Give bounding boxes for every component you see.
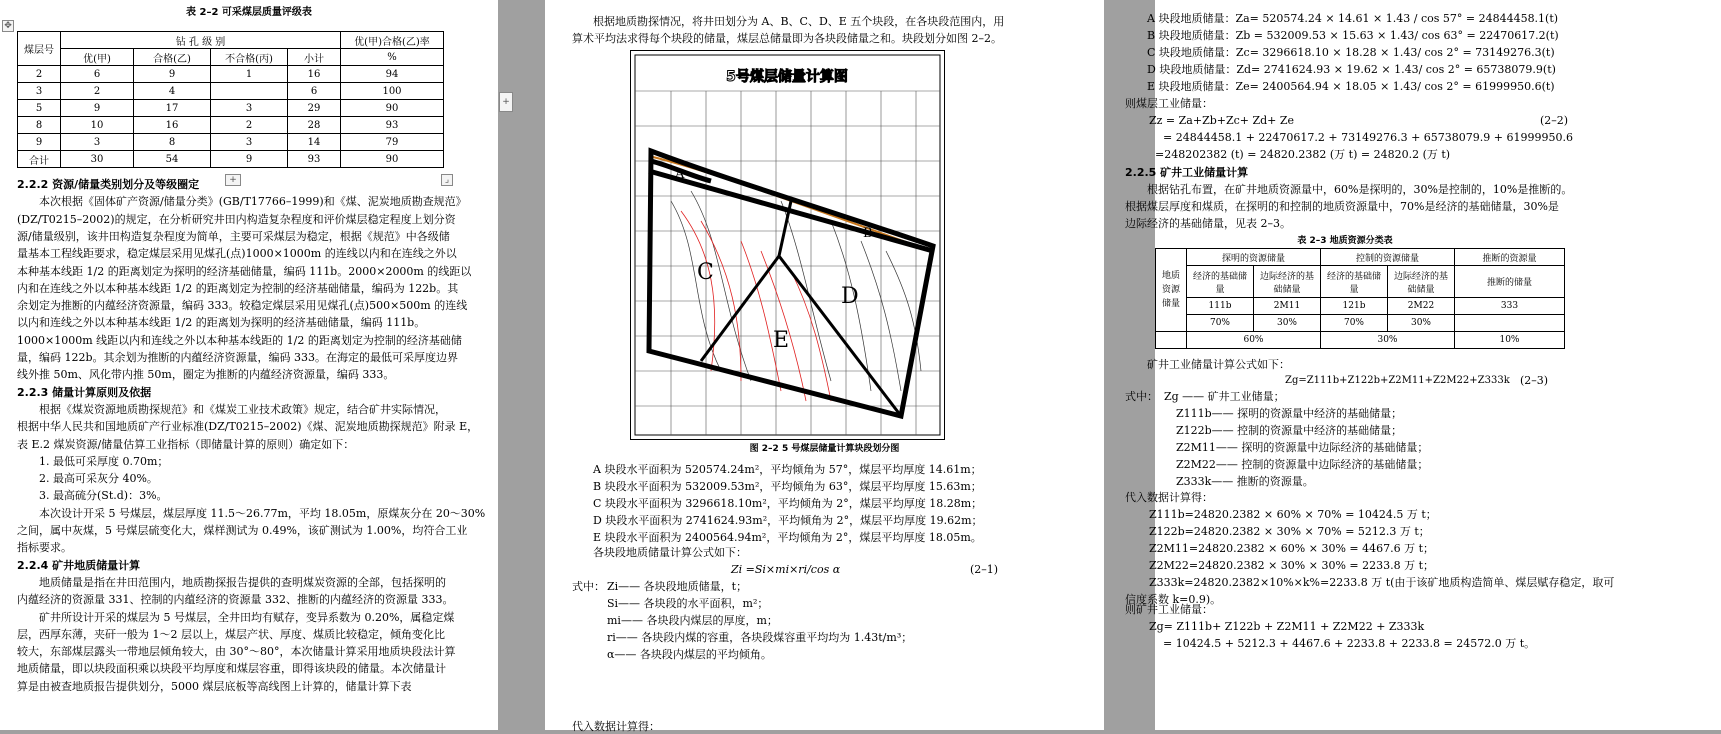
calc-line: Z333k=24820.2382×10%×k%=2233.8 万 t(由于该矿地质构造简单、煤层赋存稳定，取可 — [1149, 576, 1615, 589]
table-cell: 70% — [1321, 315, 1388, 332]
text-line: 量基本工程线距要求，稳定煤层采用见煤孔(点)1000×1000m 的连线以内和在连线之外以 — [17, 247, 457, 261]
table-row-header: 地质资源储量 — [1156, 249, 1187, 332]
total-calc: = 24844458.1 + 22470617.2 + 73149276.3 + 65738079.9 + 61999950.6 — [1163, 131, 1573, 144]
table-cell: 93 — [288, 151, 341, 168]
table-row — [18, 83, 444, 100]
where-label: 式中： — [1125, 390, 1158, 403]
text-line: (DZ/T0215–2002)的规定，在分析研究井田内构造复杂程度和评价煤层稳定程度上划分资 — [17, 212, 456, 226]
table-caption: 表 2–2 可采煤层质量评级表 — [186, 7, 312, 18]
block-label-b: B — [863, 226, 873, 241]
formula: Zg=Z111b+Z122b+Z2M11+Z2M22+Z333k — [1285, 375, 1510, 386]
text-line: 算是由被查地质报告提供划分，5000 煤层底板等高线图上计算的，储量计算下表 — [17, 679, 412, 693]
intro-line: 根据地质勘探情况，将井田划分为 A、B、C、D、E 五个块段，在各块段范围内，用 — [593, 15, 1005, 28]
table-cell: 28 — [288, 117, 341, 134]
figure-caption: 图 2–2 5 号煤层储量计算块段划分图 — [749, 444, 900, 454]
text-line: 较大，东部煤层露头一带地层倾角较大，由 30°～80°，本次储量计算采用地质块段法计算 — [17, 645, 456, 659]
table-header: 优(甲)合格(乙)率 — [341, 32, 444, 49]
block-line: C 块段水平面积为 3296618.10m²，平均倾角为 2°，煤层平均厚度 18.28m； — [593, 497, 983, 510]
reserve-line: D 块段地质储量：Zd= 2741624.93 × 19.62 × 1.43/ cos 2° = 65738079.9(t) — [1147, 63, 1556, 76]
para-line: 边际经济的基础储量，见表 2–3。 — [1125, 217, 1291, 230]
table-cell: 79 — [341, 134, 444, 151]
table-cell: 4 — [134, 83, 211, 100]
total-formula-number: (2–2) — [1540, 114, 1569, 127]
table-cell: 3 — [211, 100, 288, 117]
text-line: 2. 最高可采灰分 40%。 — [39, 472, 158, 486]
text-line: 量，编码 122b。其余划为推断的内蕴经济资源量，编码 333。在海定的最低可采厚度边界 — [17, 351, 459, 364]
table-header: 优(甲) — [61, 49, 134, 66]
map-svg — [631, 51, 944, 439]
block-line: D 块段水平面积为 2741624.93m²，平均倾角为 2°，煤层平均厚度 19.62m； — [593, 514, 983, 527]
definition-line: Z111b—— 探明的资源量中经济的基础储量； — [1176, 407, 1403, 420]
table-cell: 9 — [61, 100, 134, 117]
table-cell: 30 — [61, 151, 134, 168]
table-header: 边际经济的基础储量 — [1254, 266, 1321, 298]
table-header: 控制的资源储量 — [1321, 249, 1455, 266]
table-header: 不合格(丙) — [211, 49, 288, 66]
total-formula: Zz = Za+Zb+Zc+ Zd+ Ze — [1149, 114, 1295, 127]
table-cell: 8 — [134, 134, 211, 151]
table-cell: 9 — [18, 134, 61, 151]
text-line: 根据《煤炭资源地质勘探规范》和《煤炭工业技术政策》规定，结合矿井实际情况， — [39, 402, 446, 416]
table-cell: 3 — [61, 134, 134, 151]
text-line: 地质储量，即以块段面积乘以块段平均厚度和煤层容重，即得该块段的储量。本次储量计 — [17, 662, 446, 676]
para-line: 根据钻孔布置，在矿井地质资源量中，60%是探明的，30%是控制的，10%是推断的。 — [1147, 183, 1573, 196]
block-label-d: D — [841, 284, 859, 309]
definition-line: α—— 各块段内煤层的平均倾角。 — [607, 648, 772, 661]
text-line: 层，西厚东薄，夹矸一般为 1～2 层以上，煤层产状、厚度、煤质比较稳定，倾角变化比 — [17, 627, 445, 641]
table-row — [18, 151, 444, 168]
table-cell: 6 — [61, 66, 134, 83]
calc-line: Z122b=24820.2382 × 30% × 70% = 5212.3 万 t； — [1149, 525, 1430, 538]
red-contours — [681, 211, 831, 401]
section-heading: 2.2.3 储量计算原则及依据 — [17, 385, 152, 399]
block-boundaries — [649, 151, 933, 416]
text-line: 表 E.2 煤炭资源/储量估算工业指标（即储量计算的原则）确定如下： — [17, 437, 355, 451]
table-resize-icon[interactable]: ⌟ — [441, 174, 453, 186]
calc-line: Z111b=24820.2382 × 60% × 70% = 10424.5 万 t； — [1149, 508, 1437, 521]
table-header: 推断的储量 — [1455, 266, 1565, 298]
table-header: 经济的基础储量 — [1187, 266, 1254, 298]
block-label-e: E — [773, 328, 790, 353]
table-cell: 8 — [18, 117, 61, 134]
table-cell: 121b — [1321, 298, 1388, 315]
table-cell: 9 — [134, 66, 211, 83]
para-line: 根据煤层厚度和煤质，在探明的和控制的地质资源量中，70%是经济的基础储量，30%是 — [1125, 200, 1559, 213]
block-line: B 块段水平面积为 532009.53m²，平均倾角为 63°，煤层平均厚度 15.63m； — [593, 480, 982, 493]
table-cell: 1 — [211, 66, 288, 83]
table-header: 合格(乙) — [134, 49, 211, 66]
page-2 — [545, 0, 1104, 733]
total-label: 则煤层工业储量： — [1125, 97, 1213, 110]
table-row — [18, 100, 444, 117]
table-cell: 17 — [134, 100, 211, 117]
table-cell: 2M11 — [1254, 298, 1321, 315]
formula: Zi =Si×mi×ri/cos α — [731, 563, 841, 576]
text-line: 内蕴经济的资源量 331、控制的内蕴经济的资源量 332、推断的内蕴经济的资源量 333。 — [17, 593, 454, 607]
table-cell: 10 — [61, 117, 134, 134]
add-row-icon[interactable]: + — [225, 174, 241, 186]
table-cell — [1156, 332, 1187, 349]
section-heading: 2.2.2 资源/储量类别划分及等级圈定 — [17, 178, 200, 191]
text-line: 指标要求。 — [17, 541, 72, 555]
text-line: 本次根据《固体矿产资源/储量分类》(GB/T17766–1999)和《煤、泥炭地质勘查规范》 — [39, 195, 467, 209]
table-cell: 333 — [1455, 298, 1565, 315]
table-cell: 29 — [288, 100, 341, 117]
table-cell: 9 — [211, 151, 288, 168]
table-header: 煤层号 — [18, 32, 61, 66]
where-label: 式中： — [572, 580, 605, 593]
definition-line: Si—— 各块段的水平面积，m²； — [607, 597, 769, 610]
text-line: 3. 最高硫分(St.d)：3%。 — [39, 489, 168, 503]
page-insert-icon[interactable]: + — [499, 92, 513, 112]
map-title: 5号煤层储量计算图 — [726, 69, 848, 85]
reserve-line: C 块段地质储量：Zc= 3296618.10 × 18.28 × 1.43/ cos 2° = 73149276.3(t) — [1147, 46, 1555, 59]
table-cell: 3 — [18, 83, 61, 100]
table-header: 经济的基础储量 — [1321, 266, 1388, 298]
formula-intro: 各块段地质储量计算公式如下： — [593, 546, 747, 559]
table-cell: 93 — [341, 117, 444, 134]
table-cell: 3 — [211, 134, 288, 151]
section-heading: 2.2.5 矿井工业储量计算 — [1125, 166, 1249, 179]
formula-number: (2–1) — [970, 563, 999, 576]
final-formula: Zg= Z111b+ Z122b + Z2M11 + Z2M22 + Z333k — [1149, 620, 1425, 633]
resource-table — [1155, 248, 1565, 349]
table-cell: 2 — [61, 83, 134, 100]
text-line: 线外推 50m、风化带内推 50m，圈定为推断的内蕴经济资源量，编码 333。 — [17, 368, 395, 382]
definition-line: ri—— 各块段内煤的容重，各块段煤容重平均均为 1.43t/m³； — [607, 631, 913, 644]
text-line: 源/储量级别，该井田构造复杂程度为简单，主要可采煤层为稳定，根据《规范》中各级储 — [17, 229, 450, 243]
table-cell: 5 — [18, 100, 61, 117]
definition-line: Z333k—— 推断的资源量。 — [1176, 475, 1314, 488]
calc-label: 代入数据计算得： — [572, 720, 660, 733]
text-line: 内和在连线之外以本种基本线距 1/2 的距离划定为控制的经济基础储量，编码为 122b。其 — [17, 281, 459, 295]
definition-line: Zi—— 各块段地质储量，t； — [607, 580, 748, 593]
table-header: % — [341, 49, 444, 66]
table-row — [18, 134, 444, 151]
text-line: 1000×1000m 线距以内和连线之外以本种基本线距的 1/2 的距离划定为控制的经济基础储 — [17, 333, 462, 347]
definition-line: Z2M11—— 探明的资源量中边际经济的基础储量； — [1176, 441, 1429, 454]
section-heading: 2.2.4 矿井地质储量计算 — [17, 558, 141, 572]
quality-table — [17, 31, 444, 168]
text-line: 之间，属中灰煤，5 号煤层硫变化大，煤样测试为 0.49%，该矿测试为 1.00%，均符合工业 — [17, 524, 468, 537]
block-label-c: C — [697, 260, 714, 285]
text-line: 根据中华人民共和国地质矿产行业标准(DZ/T0215–2002)《煤、泥炭地质勘探规范》附录 E， — [17, 420, 479, 434]
final-label: 则矿井工业储量： — [1125, 603, 1213, 616]
table-header: 钻 孔 级 别 — [61, 32, 341, 49]
table-cell: 60% — [1187, 332, 1321, 349]
table-cell: 94 — [341, 66, 444, 83]
table-cell: 30% — [1388, 315, 1455, 332]
definition-line: mi—— 各块段内煤层的厚度，m； — [607, 614, 778, 627]
table-cell: 6 — [288, 83, 341, 100]
table-cell: 2 — [18, 66, 61, 83]
formula-intro: 矿井工业储量计算公式如下： — [1147, 358, 1290, 371]
table-move-handle-icon[interactable]: ✥ — [2, 20, 14, 32]
table-row — [18, 117, 444, 134]
reserve-map — [630, 50, 945, 440]
reserve-line: E 块段地质储量：Ze= 2400564.94 × 18.05 × 1.43/ cos 2° = 61999950.6(t) — [1147, 80, 1555, 93]
table-header: 推断的资源量 — [1455, 249, 1565, 266]
final-calc: = 10424.5 + 5212.3 + 4467.6 + 2233.8 + 2233.8 = 24572.0 万 t。 — [1163, 637, 1536, 650]
text-line: 矿井所设计开采的煤层为 5 号煤层，全井田均有赋存，变异系数为 0.20%，属稳定煤 — [39, 610, 455, 624]
text-line: 余划定为推断的内蕴经济资源量，编码 333。较稳定煤层采用见煤孔(点)500×500m 的连线 — [17, 299, 468, 313]
calc-line: Z2M11=24820.2382 × 60% × 30% = 4467.6 万 t； — [1149, 542, 1435, 555]
calc-line: Z2M22=24820.2382 × 30% × 30% = 2233.8 万 t； — [1149, 559, 1435, 572]
block-label-a: A — [675, 167, 685, 182]
table-cell: 30% — [1254, 315, 1321, 332]
definition-line: Z2M22—— 控制的资源量中边际经济的基础储量； — [1176, 458, 1429, 471]
map-grid — [635, 91, 940, 435]
table-cell: 16 — [134, 117, 211, 134]
definition-line: Z122b—— 控制的资源量中经济的基础储量； — [1176, 424, 1403, 437]
text-line: 地质储量是指在井田范围内，地质勘探报告提供的查明煤炭资源的全部，包括探明的 — [39, 575, 446, 589]
reserve-line: A 块段地质储量：Za= 520574.24 × 14.61 × 1.43 / cos 57° = 24844458.1(t) — [1147, 12, 1559, 25]
contours — [671, 191, 921, 391]
text-line: 本次设计开采 5 号煤层，煤层厚度 11.5～26.77m，平均 18.05m，原煤灰分在 20～30% — [39, 506, 486, 520]
table-header: 探明的资源储量 — [1187, 249, 1321, 266]
table-cell: 90 — [341, 151, 444, 168]
table-header: 小计 — [288, 49, 341, 66]
table-cell: 10% — [1455, 332, 1565, 349]
text-line: 1. 最低可采厚度 0.70m； — [39, 454, 169, 468]
table-header: 边际经济的基础储量 — [1388, 266, 1455, 298]
block-line: E 块段水平面积为 2400564.94m²，平均倾角为 2°，煤层平均厚度 18.05m。 — [593, 531, 982, 544]
table-cell: 70% — [1187, 315, 1254, 332]
calc-label: 代入数据计算得： — [1125, 491, 1213, 504]
reserve-line: B 块段地质储量：Zb = 532009.53 × 15.63 × 1.43/ cos 63° = 22470617.2(t) — [1147, 29, 1559, 42]
table-cell: 14 — [288, 134, 341, 151]
intro-line: 算术平均法求得每个块段的储量，煤层总储量即为各块段储量之和。块段划分如图 2–2。 — [572, 32, 1002, 45]
table-cell: 111b — [1187, 298, 1254, 315]
table-cell: 合计 — [18, 151, 61, 168]
text-line: 本种基本线距 1/2 的距离划定为探明的经济基础储量，编码 111b。2000×2000m 的线距以 — [17, 264, 472, 278]
calc-line: 信度系数 k=0.9)。 — [1125, 593, 1222, 606]
text-line: 以内和连线之外以本种基本线距 1/2 的距离划为探明的经济基础储量，编码 111b。 — [17, 316, 426, 330]
table-cell: 54 — [134, 151, 211, 168]
table-row — [18, 66, 444, 83]
total-calc: =248202382 (t) = 24820.2382 (万 t) = 24820.2 (万 t) — [1155, 148, 1451, 161]
table-caption: 表 2–3 地质资源分类表 — [1297, 236, 1393, 246]
table-cell: 100 — [341, 83, 444, 100]
table-cell — [1455, 315, 1565, 332]
block-line: A 块段水平面积为 520574.24m²，平均倾角为 57°，煤层平均厚度 14.61m； — [593, 463, 982, 476]
table-cell: 2M22 — [1388, 298, 1455, 315]
page-3 — [1125, 0, 1721, 730]
table-cell: 2 — [211, 117, 288, 134]
table-cell: 90 — [341, 100, 444, 117]
table-cell — [211, 83, 288, 100]
page-1 — [0, 0, 498, 730]
table-cell: 16 — [288, 66, 341, 83]
definition-line: Zg —— 矿井工业储量； — [1164, 390, 1285, 403]
table-cell: 30% — [1321, 332, 1455, 349]
formula-number: (2–3) — [1520, 374, 1549, 387]
